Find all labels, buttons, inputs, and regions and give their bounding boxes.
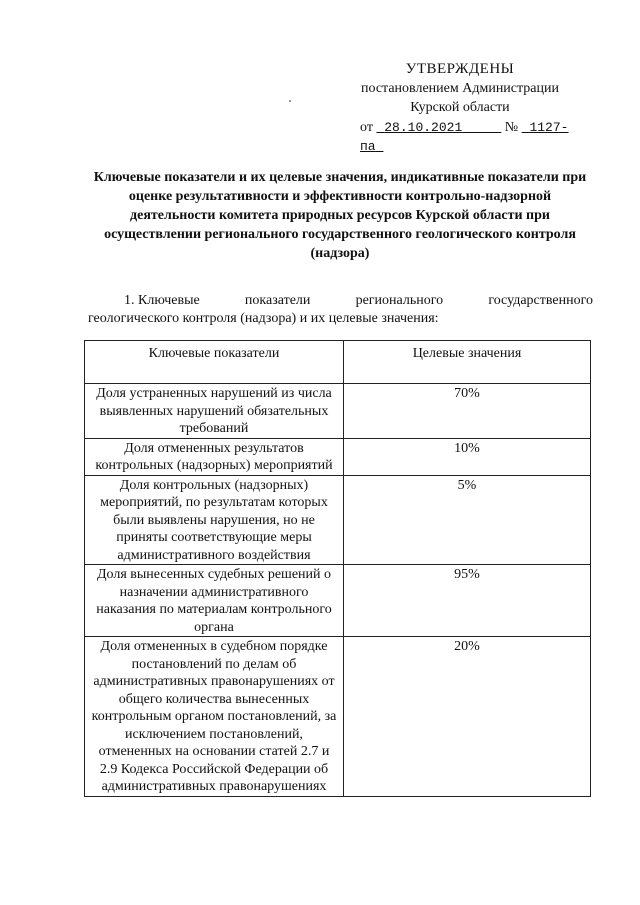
intro-word: регионального	[355, 293, 444, 308]
indicator-cell: Доля контрольных (надзорных) мероприятий, по результатам которых были выявлены нарушения, но не приняты соответствующие меры административного воздействия	[85, 475, 344, 565]
intro-word: показатели	[244, 293, 311, 308]
table-row	[85, 565, 591, 637]
table-row	[85, 637, 591, 797]
approval-number: 1127-па	[360, 120, 569, 154]
intro-word: государственного	[488, 293, 593, 308]
number-prefix: №	[504, 120, 519, 135]
intro-word: 1. Ключевые	[124, 293, 200, 308]
intro-first-line	[88, 292, 593, 310]
approval-line-1: постановлением Администрации	[361, 81, 559, 96]
target-cell: 70%	[344, 384, 591, 439]
table-row	[85, 384, 591, 439]
header-indicators: Ключевые показатели	[85, 341, 344, 384]
header-targets: Целевые значения	[344, 341, 591, 384]
table-header-row	[85, 341, 591, 384]
approval-line-2: Курской области	[410, 100, 510, 115]
table-row	[85, 475, 591, 565]
table-row	[85, 438, 591, 475]
target-cell: 20%	[344, 637, 591, 797]
approval-date: 28.10.2021	[384, 120, 463, 135]
target-cell: 95%	[344, 565, 591, 637]
approval-heading: УТВЕРЖДЕНЫ	[405, 61, 515, 77]
scan-speck	[289, 100, 291, 102]
approval-date-line	[340, 118, 580, 156]
intro-paragraph	[88, 292, 593, 328]
kpi-table	[84, 340, 591, 797]
target-cell: 10%	[344, 438, 591, 475]
indicator-cell: Доля вынесенных судебных решений о назначении административного наказания по материалам контрольного органа	[85, 565, 344, 637]
target-cell: 5%	[344, 475, 591, 565]
document-title: Ключевые показатели и их целевые значения, индикативные показатели при оценке результативности и эффективности контрольно-надзорной деятельности комитета природных ресурсов Курской области при осуществлении регионального государственного геологического контроля (надзора)	[93, 170, 587, 261]
intro-second-line: геологического контроля (надзора) и их целевые значения:	[88, 311, 439, 326]
approval-block	[340, 60, 580, 156]
indicator-cell: Доля отмененных результатов контрольных (надзорных) мероприятий	[85, 438, 344, 475]
indicator-cell: Доля устраненных нарушений из числа выявленных нарушений обязательных требований	[85, 384, 344, 439]
date-prefix: от	[360, 120, 373, 135]
indicator-cell: Доля отмененных в судебном порядке постановлений по делам об административных правонарушениях от общего количества вынесенных контрольным органом постановлений, за исключением постановлений, отмененных на основании статей 2.7 и 2.9 Кодекса Российской Федерации об административных правонарушениях	[85, 637, 344, 797]
